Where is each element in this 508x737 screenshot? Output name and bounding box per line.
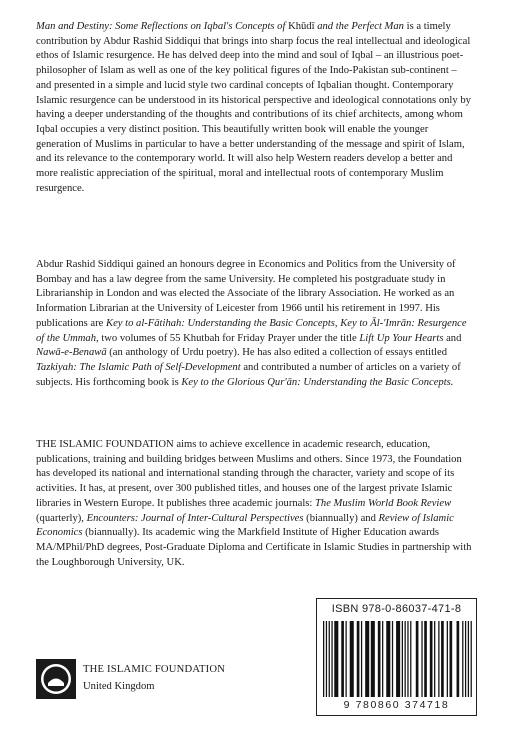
islamic-foundation-logo-icon	[36, 659, 76, 699]
publisher-country: United Kingdom	[83, 681, 155, 692]
barcode-bar	[465, 621, 466, 697]
barcode-bar	[350, 621, 354, 697]
barcode-bars	[323, 621, 472, 697]
bio-title-5: Key to the Glorious Qur'ān: Understanding the Basic Concepts.	[181, 376, 454, 388]
barcode-bar	[434, 621, 435, 697]
foundation-description	[36, 438, 472, 570]
barcode-bar	[468, 621, 469, 697]
barcode-bar	[365, 621, 369, 697]
barcode-bar	[382, 621, 383, 697]
barcode-bar	[371, 621, 375, 697]
barcode-bar	[450, 621, 453, 697]
bio-text-2: , two volumes of 55 Khutbah for Friday Prayer under the title	[96, 332, 360, 344]
barcode-bar	[402, 621, 403, 697]
barcode-bar	[471, 621, 472, 697]
barcode-bar	[407, 621, 408, 697]
barcode-bar	[378, 621, 381, 697]
publisher-name: THE ISLAMIC FOUNDATION	[83, 664, 226, 675]
journal-title-3: Review of Islamic Economics	[36, 512, 454, 539]
barcode-bar	[410, 621, 411, 697]
barcode-bar	[438, 621, 439, 697]
bio-text-4: (an anthology of Urdu poetry). He has also edited a collection of essays entitled	[106, 347, 447, 359]
barcode-bar	[392, 621, 393, 697]
barcode-bar	[405, 621, 406, 697]
barcode-digits: 9 780860 374718	[343, 699, 450, 711]
book-description	[36, 20, 472, 196]
journal-title-2: Encounters: Journal of Inter-Cultural Perspectives	[86, 512, 304, 524]
barcode-bar	[416, 621, 419, 697]
description-text: is a timely contribution by Abdur Rashid Siddiqui that brings into sharp focus the real intellectual and ideological ethos of Islamic resurgence. He has delved deep into the mind and soul of Iqbal – an illustrious poet-philosopher of Islam as well as one of the key political figures of the Indo-Pakistan sub-continent – and presented in a simple and lucid style two cardinal concepts of Iqbalian thought. Contemporary Islamic resurgence can be understood in its historical perspective and ideological connotations only by having a deeper understanding of the thoughts and contributions of its chief architects, among whom Iqbal occupies a very distinct position. This beautifully written book will enable the younger generation of Muslims in particular to have a better understanding of the message and spirit of Islam, and its relevance to the contemporary world. It will also help Western readers develop a better and more realistic appreciation of the spiritual, moral and intellectual roots of contemporary Muslim resurgence.	[36, 21, 471, 194]
bio-text-5: and contributed a number of articles on a variety of subjects. His forthcoming book is	[36, 361, 461, 388]
foundation-text-4: (biannually). Its academic wing the Markfield Institute of Higher Education awards MA/MPhil/PhD degrees, Post-Graduate Diploma and Certificate in Islamic Studies in partnership with the Loughborough University, UK.	[36, 527, 472, 568]
bio-title-3: Nawā-e-Benawā	[36, 347, 107, 359]
barcode-bar	[334, 621, 338, 697]
bio-title-1: Key to al-Fātihah: Understanding the Basic Concepts, Key to Āl-'Imrān: Resurgence of the Ummah	[36, 317, 467, 344]
book-title-part: Man and Destiny: Some Reflections on Iqbal's Concepts of	[36, 21, 289, 32]
barcode-bar	[462, 621, 463, 697]
foundation-text-2: (quarterly),	[36, 512, 87, 524]
bio-title-4: Tazkiyah: The Islamic Path of Self-Development	[36, 361, 241, 373]
journal-title-1: The Muslim World Book Review	[315, 497, 452, 509]
foundation-text-3: (biannually) and	[303, 512, 379, 524]
isbn-label: ISBN 978-0-86037-471-8	[331, 603, 462, 615]
barcode-bar	[386, 621, 390, 697]
barcode-bar	[345, 621, 346, 697]
barcode-bar	[331, 621, 332, 697]
book-title-khudi: Khūdī	[288, 21, 315, 32]
barcode-box	[316, 598, 477, 716]
author-bio	[36, 258, 472, 390]
barcode-bar	[326, 621, 327, 697]
barcode-bar	[341, 621, 344, 697]
bio-title-2: Lift Up Your Hearts	[359, 332, 444, 344]
book-title-end: and the Perfect Man	[314, 21, 404, 32]
barcode-bar	[421, 621, 422, 697]
barcode-bar	[424, 621, 427, 697]
bio-text-1: Abdur Rashid Siddiqui gained an honours degree in Economics and Politics from the University of Bombay and has a law degree from the same University. He completed his postgraduate study in Librarianship in London and was elected the Associate of the library Association. He worked as an Information Librarian at the University of Leicester from 1966 until his retirement in 1997. His publications are	[36, 259, 456, 329]
barcode-bar	[361, 621, 362, 697]
barcode-bar	[357, 621, 360, 697]
barcode-bar	[323, 621, 324, 697]
barcode-bar	[430, 621, 433, 697]
foundation-text-1: THE ISLAMIC FOUNDATION aims to achieve excellence in academic research, education, publications, training and building bridges between Muslims and others. Since 1973, the Foundation has developed its national and international standing through the character, variety and scope of its activities. It has, at present, over 300 published titles, and houses one of the largest private Islamic libraries in Western Europe. It publishes three academic journals:	[36, 439, 462, 509]
barcode-bar	[329, 621, 330, 697]
barcode-bar	[457, 621, 460, 697]
barcode-bar	[447, 621, 448, 697]
bio-text-3: and	[443, 332, 462, 344]
barcode-bar	[396, 621, 400, 697]
barcode-bar	[441, 621, 444, 697]
